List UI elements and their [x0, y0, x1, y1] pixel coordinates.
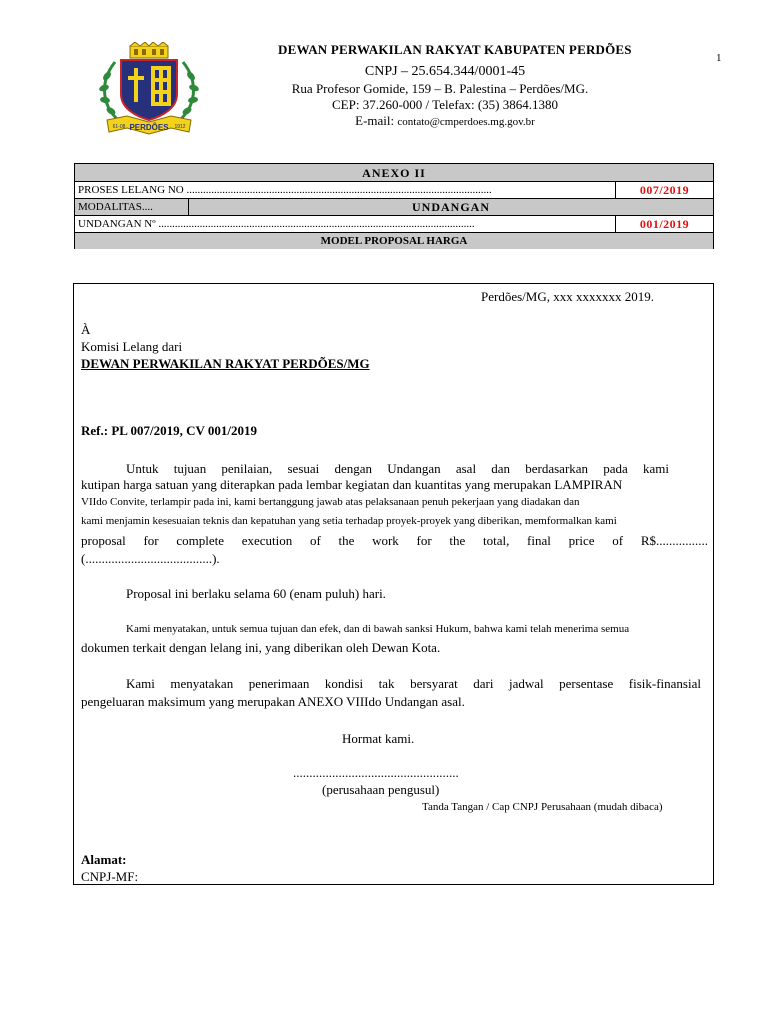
proposal-letter [73, 283, 714, 885]
paragraph-3-line-2: dokumen terkait dengan lelang ini, yang diberikan oleh Dewan Kota. [81, 640, 441, 655]
paragraph-1-line-2: kutipan harga satuan yang diterapkan pada lembar kegiatan dan kuantitas yang merupakan LAMPIRAN [81, 477, 623, 492]
paragraph-1-line-4: kami menjamin kesesuaian teknis dan kepatuhan yang setia terhadap proyek-proyek yang diberikan, memformalkan kami [81, 515, 617, 527]
signature-note: Tanda Tangan / Cap CNPJ Perusahaan (mudah dibaca) [422, 801, 663, 813]
paragraph-1-line-6: (.......................................). [81, 551, 220, 566]
letter-committee: Komisi Lelang dari [81, 339, 183, 354]
organization-address: Rua Profesor Gomide, 159 – B. Palestina – Perdões/MG. [291, 81, 589, 96]
organization-name: DEWAN PERWAKILAN RAKYAT KABUPATEN PERDÕES [278, 42, 632, 57]
paragraph-1-line-1: Untuk tujuan penilaian, sesuai dengan Undangan asal dan berdasarkan pada kami [126, 461, 669, 476]
organization-email-line [300, 113, 590, 129]
annex-title: ANEXO II [75, 164, 713, 182]
email-label: E-mail: [355, 113, 395, 128]
crest-year-right: 1912 [174, 124, 186, 130]
letter-date: Perdões/MG, xxx xxxxxxx 2019. [481, 289, 654, 304]
proses-number: 007/2019 [615, 182, 713, 198]
annex-footer: MODEL PROPOSAL HARGA [75, 233, 713, 249]
undangan-label: UNDANGAN Nº ................................................................................................................... [78, 218, 475, 230]
letter-reference: Ref.: PL 007/2019, CV 001/2019 [81, 423, 257, 438]
paragraph-4-line-2: pengeluaran maksimum yang merupakan ANEXO VIIIdo Undangan asal. [81, 694, 465, 709]
crest-banner-text: PERDÕES [129, 123, 169, 132]
paragraph-4-line-1: Kami menyatakan penerimaan kondisi tak bersyarat dari jadwal persentase fisik-finansial [126, 676, 701, 691]
email-link[interactable]: contato@cmperdoes.mg.gov.br [397, 116, 535, 128]
crest-year-left: 61-08 [112, 124, 126, 130]
page-number: 1 [716, 52, 722, 64]
proses-label: PROSES LELANG NO ............................................................................................................... [78, 184, 492, 196]
paragraph-3-line-1: Kami menyatakan, untuk semua tujuan dan efek, dan di bawah sanksi Hukum, bahwa kami telah menerima semua [126, 623, 630, 635]
letter-recipient: À [81, 322, 91, 337]
letter-closing: Hormat kami. [342, 731, 415, 746]
annex-row-undangan [75, 216, 713, 233]
paragraph-1-line-5: proposal for complete execution of the work for the total, final price of R$................ [81, 533, 708, 548]
company-label: (perusahaan pengusul) [322, 782, 440, 797]
paragraph-2: Proposal ini berlaku selama 60 (enam puluh) hari. [126, 586, 386, 601]
signature-line: ................................................... [293, 765, 459, 780]
letter-council: DEWAN PERWAKILAN RAKYAT PERDÕES/MG [81, 356, 370, 371]
address-label: Alamat: [81, 852, 127, 867]
organization-cnpj: CNPJ – 25.654.344/0001-45 [364, 64, 526, 79]
coat-of-arms-logo [97, 42, 201, 136]
annex-row-modalitas [75, 199, 713, 216]
undangan-number: 001/2019 [615, 216, 713, 232]
annex-table [74, 163, 714, 249]
modalitas-value: UNDANGAN [188, 199, 713, 215]
cnpj-label: CNPJ-MF: [81, 869, 139, 884]
organization-phone: CEP: 37.260-000 / Telefax: (35) 3864.1380 [332, 97, 558, 112]
paragraph-1-line-3: VIIdo Convite, terlampir pada ini, kami bertanggung jawab atas pelaksanaan penuh pekerjaan yang diadakan dan [81, 496, 580, 508]
annex-row-proses [75, 182, 713, 199]
modalitas-label: MODALITAS.... [78, 201, 153, 213]
